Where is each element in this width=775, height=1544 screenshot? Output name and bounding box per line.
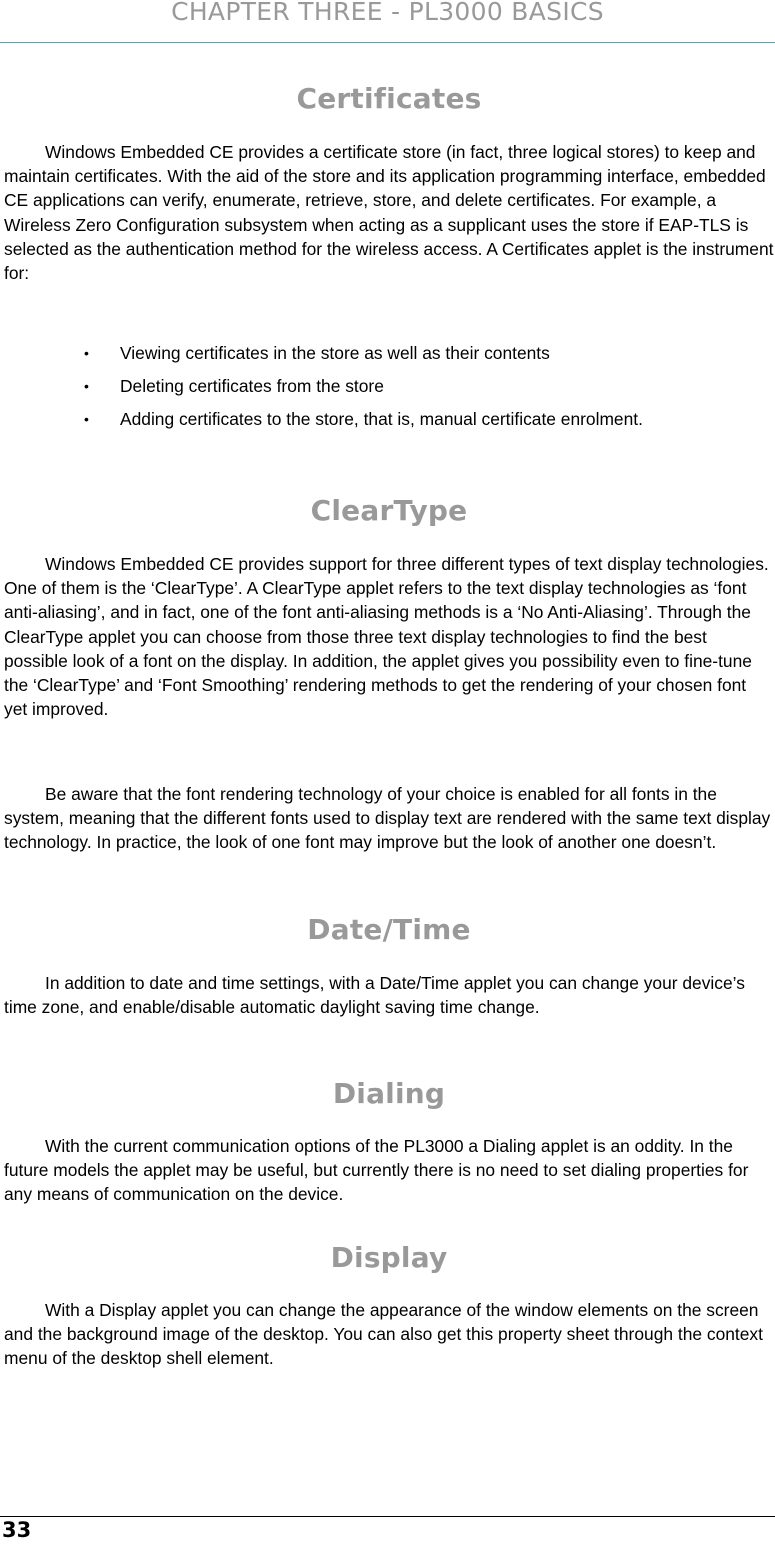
bullet-icon: • [84, 411, 89, 427]
page-footer [0, 1516, 775, 1544]
paragraph-dialing: With the current communication options of the PL3000 a Dialing applet is an oddity. In the future models the applet may be useful, but currently there is no need to set dialing properties for any means of communication on the device. [4, 1136, 749, 1205]
chapter-title: CHAPTER THREE - PL3000 BASICS [171, 0, 604, 26]
heading-certificates: Certificates [296, 82, 482, 115]
heading-datetime: Date/Time [307, 913, 471, 946]
paragraph-cleartype-2: Be aware that the font rendering technology of your choice is enabled for all fonts in the system, meaning that the different fonts used to display text are rendered with the same text display technology. In practice, the look of one font may improve but the look of another one doesn’t. [4, 784, 771, 853]
list-item: • Viewing certificates in the store as well as their contents [4, 337, 774, 370]
paragraph-display: With a Display applet you can change the appearance of the window elements on the screen and the background image of the desktop. You can also get this property sheet through the context menu of the desktop shell element. [4, 1300, 763, 1369]
heading-display: Display [330, 1241, 448, 1274]
certificates-bullet-list [4, 337, 774, 436]
paragraph-cleartype-1: Windows Embedded CE provides support for three different types of text display technologies. One of them is the ‘ClearType’. A ClearType applet refers to the text display technologies as ‘font anti-aliasing’, and in fact, one of the font anti-aliasing methods is a ‘No Anti-Aliasing’. Through the ClearType applet you can choose from those three text display technologies to find the best possible look of a font on the display. In addition, the applet gives you possibility even to fine-tune the ‘ClearType’ and ‘Font Smoothing’ rendering methods to get the rendering of your chosen font yet improved. [4, 554, 769, 720]
page-header [0, 0, 775, 43]
paragraph-certificates: Windows Embedded CE provides a certificate store (in fact, three logical stores) to keep and maintain certificates. With the aid of the store and its application programming interface, embedded CE applications can verify, enumerate, retrieve, store, and delete certificates. For example, a Wireless Zero Configuration subsystem when acting as a supplicant uses the store if EAP-TLS is selected as the authentication method for the wireless access. A Certificates applet is the instrument for: [4, 142, 774, 284]
bullet-icon: • [84, 345, 89, 361]
paragraph-datetime: In addition to date and time settings, with a Date/Time applet you can change your device’s time zone, and enable/disable automatic daylight saving time change. [4, 973, 745, 1018]
heading-dialing: Dialing [332, 1077, 446, 1110]
page-number: 33 [2, 1518, 32, 1542]
list-item: • Deleting certificates from the store [4, 370, 774, 403]
list-item: • Adding certificates to the store, that is, manual certificate enrolment. [4, 403, 774, 436]
heading-cleartype: ClearType [310, 494, 468, 527]
bullet-icon: • [84, 378, 89, 394]
